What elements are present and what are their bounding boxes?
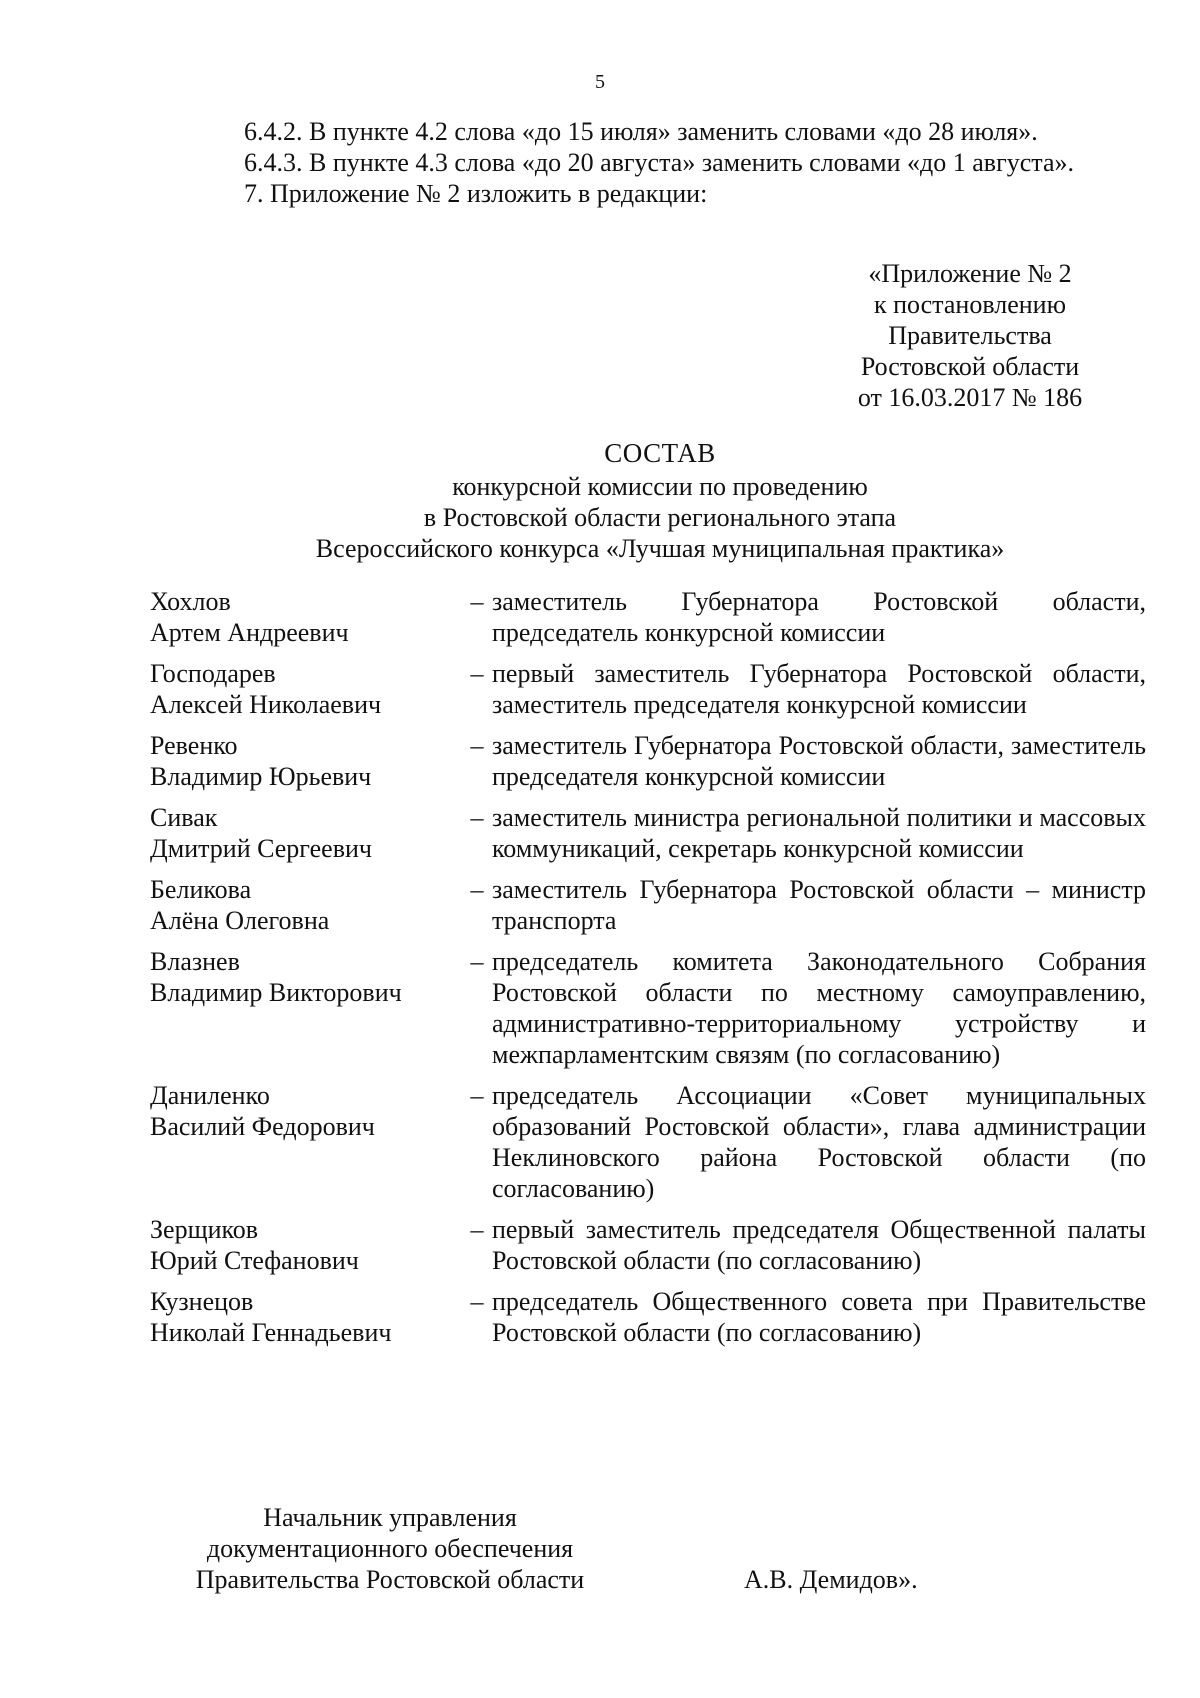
page-number: 5 xyxy=(595,71,605,93)
member-dash: – xyxy=(470,875,484,904)
member-surname: Беликова xyxy=(150,875,252,904)
member-given-name: Владимир Юрьевич xyxy=(150,762,372,791)
appendix-line: Ростовской области xyxy=(860,352,1080,381)
paragraph-7: 7. Приложение № 2 изложить в редакции: xyxy=(244,179,708,208)
member-row xyxy=(150,658,1146,720)
heading-subtitle-line: Всероссийского конкурса «Лучшая муниципальная практика» xyxy=(315,534,1005,563)
commission-heading xyxy=(174,438,1146,564)
member-role: председатель Ассоциации «Совет муниципальных образований Ростовской области», глава администрации Неклиновского района Ростовской области (по согласованию) xyxy=(492,1081,1146,1203)
member-name xyxy=(150,1286,462,1348)
member-dash: – xyxy=(470,587,484,616)
member-given-name: Алёна Олеговна xyxy=(150,906,330,935)
member-dash: – xyxy=(470,659,484,688)
member-row xyxy=(150,1214,1146,1276)
member-surname: Влазнев xyxy=(150,947,240,976)
signatory-position-line: Начальник управления xyxy=(263,1503,517,1532)
member-given-name: Дмитрий Сергеевич xyxy=(150,834,372,863)
member-role: первый заместитель председателя Общественной палаты Ростовской области (по согласованию) xyxy=(492,1215,1146,1275)
member-given-name: Артем Андреевич xyxy=(150,618,349,647)
appendix-line: «Приложение № 2 xyxy=(868,259,1072,288)
member-row xyxy=(150,1080,1146,1204)
member-role: заместитель Губернатора Ростовской области, заместитель председателя конкурсной комиссии xyxy=(492,731,1146,791)
member-row xyxy=(150,946,1146,1070)
member-name xyxy=(150,586,462,648)
member-surname: Кузнецов xyxy=(150,1287,254,1316)
member-dash: – xyxy=(470,731,484,760)
member-role: первый заместитель Губернатора Ростовской области, заместитель председателя конкурсной комиссии xyxy=(492,659,1146,719)
member-surname: Даниленко xyxy=(150,1081,270,1110)
paragraph-6-4-2: 6.4.2. В пункте 4.2 слова «до 15 июля» заменить словами «до 28 июля». xyxy=(244,117,1038,146)
appendix-line: к постановлению xyxy=(873,290,1067,319)
member-surname: Зерщиков xyxy=(150,1215,259,1244)
heading-title: СОСТАВ xyxy=(604,438,716,468)
appendix-line: Правительства xyxy=(888,321,1052,350)
member-row xyxy=(150,730,1146,792)
member-row xyxy=(150,586,1146,648)
member-given-name: Юрий Стефанович xyxy=(150,1246,359,1275)
member-surname: Ревенко xyxy=(150,731,238,760)
signatory-position-line: документационного обеспечения xyxy=(206,1534,574,1563)
member-name xyxy=(150,946,462,1070)
member-name xyxy=(150,802,462,864)
signatory-position xyxy=(160,1502,620,1595)
member-name xyxy=(150,658,462,720)
member-name xyxy=(150,1080,462,1204)
member-given-name: Владимир Викторович xyxy=(150,978,402,1007)
signatory-name: А.В. Демидов». xyxy=(744,1565,918,1594)
appendix-line: от 16.03.2017 № 186 xyxy=(857,383,1083,412)
member-given-name: Николай Геннадьевич xyxy=(150,1318,392,1347)
member-role: заместитель министра региональной политики и массовых коммуникаций, секретарь конкурсной комиссии xyxy=(492,803,1146,863)
member-given-name: Алексей Николаевич xyxy=(150,690,382,719)
member-dash: – xyxy=(470,1081,484,1110)
member-row xyxy=(150,1286,1146,1348)
member-surname: Сивак xyxy=(150,803,218,832)
member-name xyxy=(150,1214,462,1276)
appendix-reference xyxy=(840,258,1100,413)
member-role: председатель комитета Законодательного Собрания Ростовской области по местному самоуправлению, административно-территориальному устройству и межпарламентским связям (по согласованию) xyxy=(492,947,1146,1069)
member-given-name: Василий Федорович xyxy=(150,1112,375,1141)
heading-subtitle-line: конкурсной комиссии по проведению xyxy=(452,472,868,501)
member-name xyxy=(150,730,462,792)
commission-members-list xyxy=(150,586,1146,1358)
member-name xyxy=(150,874,462,936)
member-surname: Хохлов xyxy=(150,587,231,616)
paragraph-6-4-3: 6.4.3. В пункте 4.3 слова «до 20 августа» заменить словами «до 1 августа». xyxy=(244,148,1074,177)
member-role: председатель Общественного совета при Правительстве Ростовской области (по согласованию) xyxy=(492,1287,1146,1347)
member-row xyxy=(150,802,1146,864)
member-role: заместитель Губернатора Ростовской области, председатель конкурсной комиссии xyxy=(492,587,1146,647)
heading-subtitle-line: в Ростовской области регионального этапа xyxy=(423,503,897,532)
member-dash: – xyxy=(470,1287,484,1316)
signature-block xyxy=(160,1502,1146,1612)
amendment-paragraphs xyxy=(174,116,1146,209)
member-dash: – xyxy=(470,947,484,976)
member-dash: – xyxy=(470,803,484,832)
member-role: заместитель Губернатора Ростовской области – министр транспорта xyxy=(492,875,1146,935)
member-dash: – xyxy=(470,1215,484,1244)
signatory-position-line: Правительства Ростовской области xyxy=(195,1565,585,1594)
member-surname: Господарев xyxy=(150,659,276,688)
member-row xyxy=(150,874,1146,936)
